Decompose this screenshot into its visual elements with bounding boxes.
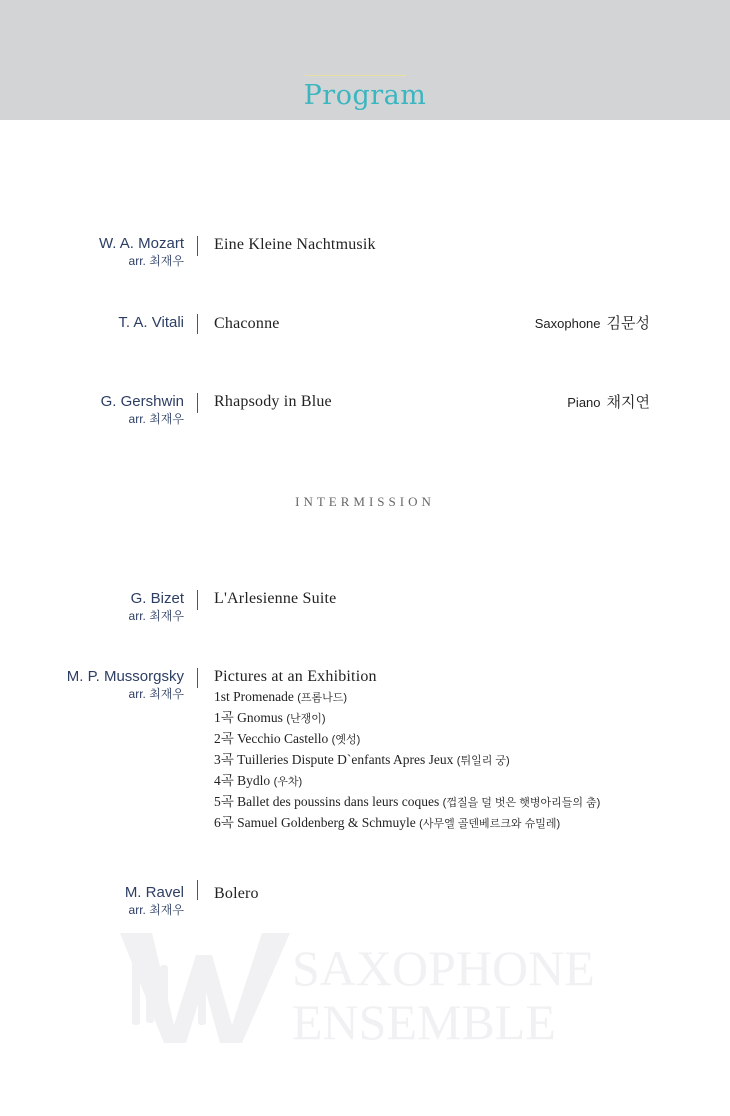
watermark-line1: SAXOPHONE (292, 940, 595, 996)
performer-role: Saxophone (534, 316, 601, 331)
movement-item (214, 813, 600, 834)
movement-number: 2곡 (214, 731, 234, 746)
composer-block-mussorgsky (67, 668, 184, 702)
performer-saxophone (535, 314, 650, 334)
composer-name: G. Gershwin (100, 393, 184, 410)
work-title: Bolero (214, 885, 259, 902)
arranger: arr. 최재우 (128, 687, 184, 701)
movement-korean-title: (껍질을 덜 벗은 햇병아리들의 춤) (442, 797, 601, 809)
page-title: Program (303, 80, 427, 111)
movement-number: 1곡 (214, 710, 234, 725)
movement-title: Samuel Goldenberg & Schmuyle (237, 815, 416, 830)
composer-block-mozart (99, 235, 184, 269)
movement-korean-title: (우차) (273, 776, 303, 788)
arranger: arr. 최재우 (128, 609, 184, 623)
arranger: arr. 최재우 (128, 903, 184, 917)
movement-item (214, 771, 600, 792)
work-block-mussorgsky (214, 667, 600, 834)
composer-name: G. Bizet (130, 590, 184, 607)
movement-item (214, 729, 600, 750)
movement-korean-title: (옛성) (331, 734, 361, 746)
work-title: Eine Kleine Nachtmusik (214, 236, 376, 253)
movement-number: 3곡 (214, 752, 234, 767)
movement-item (214, 792, 600, 813)
movement-title: Gnomus (237, 710, 283, 725)
composer-block-gershwin (101, 393, 184, 427)
movement-title: Ballet des poussins dans leurs coques (237, 794, 440, 809)
composer-name: M. P. Mussorgsky (66, 668, 184, 685)
work-title: Rhapsody in Blue (214, 393, 332, 410)
divider (197, 314, 198, 334)
sax-key (132, 945, 140, 1025)
composer-block-ravel (125, 884, 184, 918)
movement-number: 4곡 (214, 773, 234, 788)
movement-number: 5곡 (214, 794, 234, 809)
movement-korean-title: (프롬나드) (297, 692, 348, 704)
movement-korean-title: (사무엘 골덴베르크와 슈밀레) (419, 818, 561, 830)
movement-title: Bydlo (237, 773, 271, 788)
divider (197, 590, 198, 610)
work-block-bizet (214, 589, 336, 609)
movement-title: Promenade (233, 689, 294, 704)
work-block-gershwin (214, 392, 332, 412)
composer-name: M. Ravel (124, 884, 184, 901)
divider (197, 880, 198, 900)
ensemble-watermark-logo (112, 925, 632, 1045)
work-title: Chaconne (214, 315, 280, 332)
arranger: arr. 최재우 (128, 254, 184, 268)
composer-name: T. A. Vitali (118, 314, 184, 331)
arranger: arr. 최재우 (128, 412, 184, 426)
sax-key (160, 965, 168, 1025)
performer-role: Piano (567, 395, 601, 410)
work-block-mozart (214, 235, 376, 255)
divider (197, 393, 198, 413)
divider (197, 668, 198, 688)
work-block-ravel (214, 884, 259, 904)
work-title: L'Arlesienne Suite (214, 590, 337, 607)
composer-block-bizet (129, 590, 184, 624)
header-band (0, 0, 730, 120)
work-title: Pictures at an Exhibition (214, 668, 377, 685)
divider (197, 236, 198, 256)
movement-korean-title: (난쟁이) (286, 713, 326, 725)
movement-number: 6곡 (214, 815, 234, 830)
movement-item (214, 687, 600, 708)
movement-title: Vecchio Castello (237, 731, 329, 746)
movement-korean-title: (튀일리 궁) (456, 755, 510, 767)
movement-item (214, 708, 600, 729)
performer-piano (567, 393, 650, 413)
movement-number: 1st (214, 689, 230, 704)
composer-block-vitali (118, 314, 184, 332)
performer-name: 김문성 (606, 315, 650, 332)
movement-item (214, 750, 600, 771)
movement-title: Tuilleries Dispute D`enfants Apres Jeux (237, 752, 454, 767)
performer-name: 채지연 (606, 394, 650, 411)
movement-list (214, 687, 600, 834)
work-block-vitali (214, 314, 280, 334)
sax-key (198, 970, 206, 1025)
composer-name: W. A. Mozart (98, 235, 184, 252)
sax-key (146, 953, 154, 1023)
header-rule (305, 75, 406, 76)
intermission-label: INTERMISSION (295, 494, 435, 509)
watermark-line2: ENSEMBLE (292, 994, 556, 1045)
